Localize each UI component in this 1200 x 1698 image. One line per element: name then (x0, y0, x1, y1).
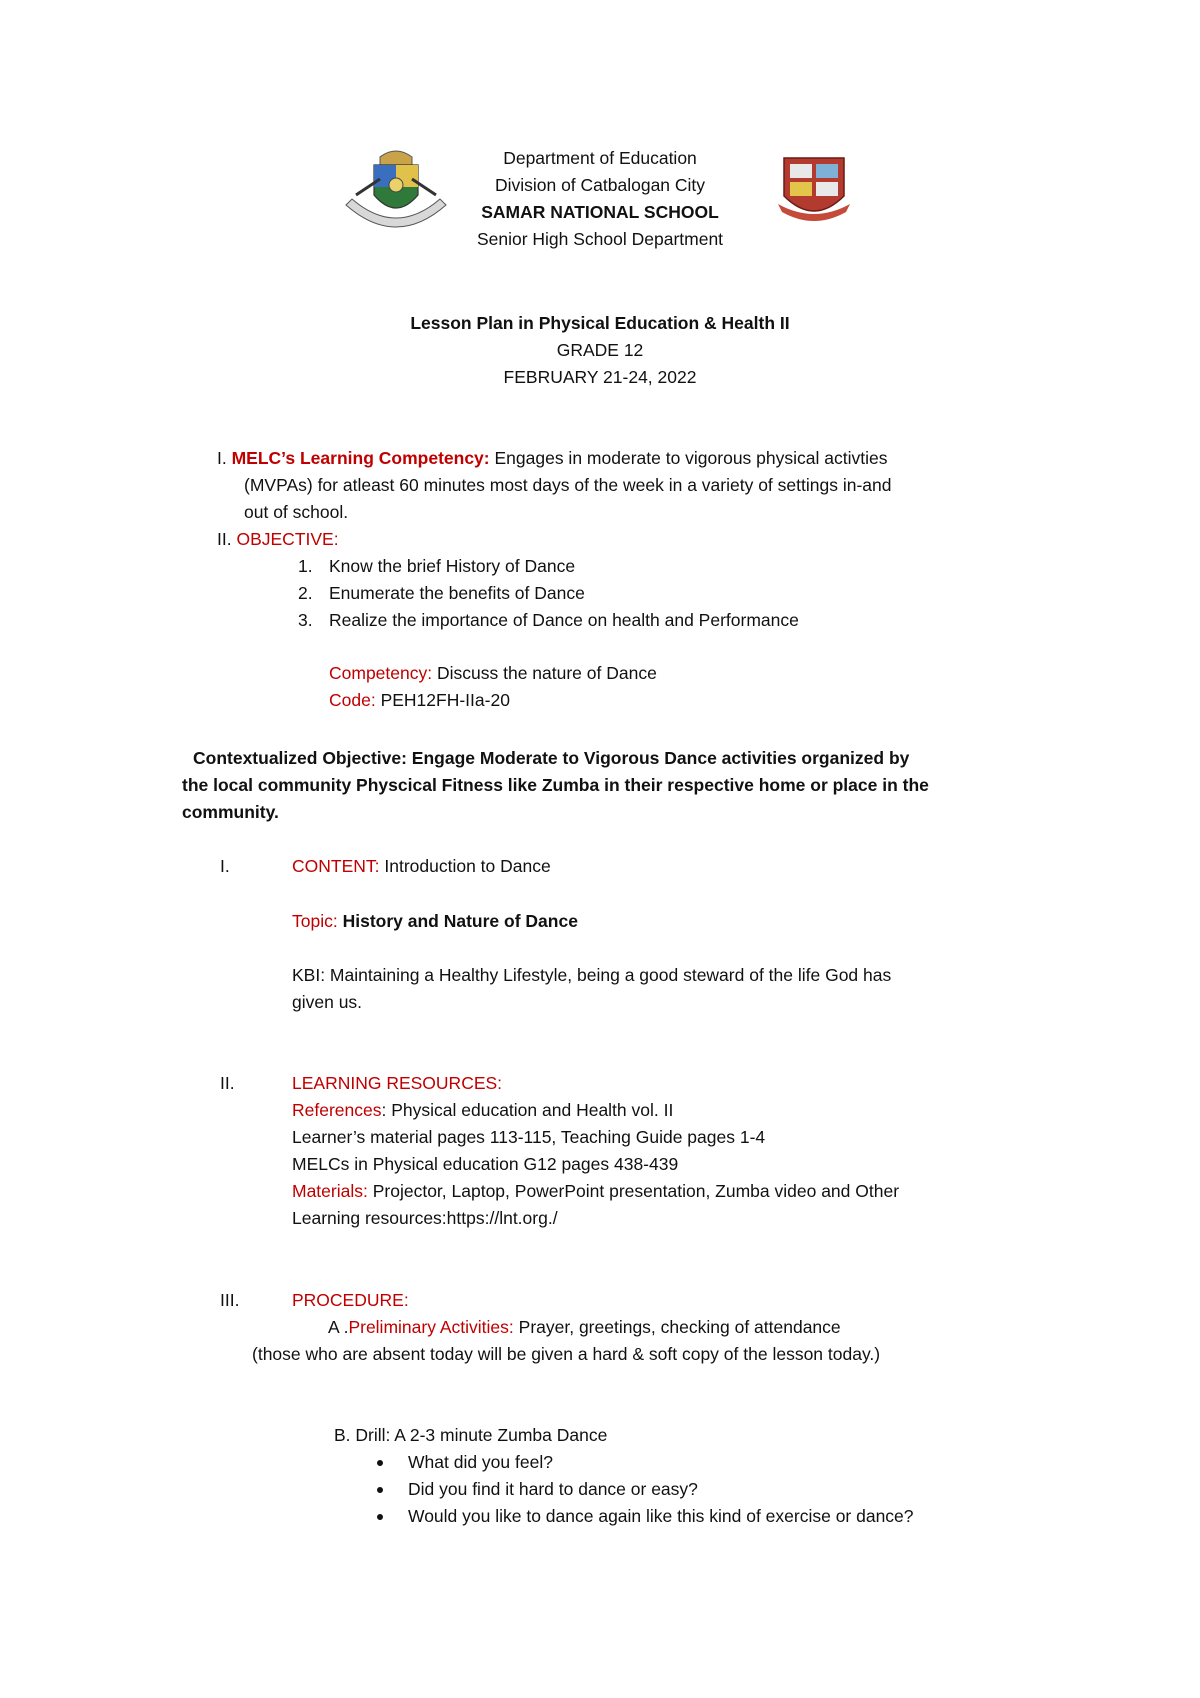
preliminary-activities-note: (those who are absent today will be given a hard & soft copy of the lesson today.) (252, 1344, 881, 1364)
preliminary-activities-line: A .Preliminary Activities: Prayer, greetings, checking of attendance (328, 1317, 841, 1337)
topic-label: Topic: (292, 911, 338, 931)
contextualized-objective-line3: community. (182, 802, 279, 822)
drill-question-3: Would you like to dance again like this kind of exercise or dance? (408, 1506, 914, 1526)
code-text: PEH12FH-IIa-20 (380, 690, 510, 710)
content-line (292, 853, 551, 880)
melc-text: Engages in moderate to vigorous physical activties (494, 448, 888, 468)
melcs-pages-line: MELCs in Physical education G12 pages 438-439 (292, 1154, 679, 1174)
procedure-num: III. (220, 1290, 240, 1310)
preliminary-activities-label: Preliminary Activities: (348, 1317, 514, 1337)
objective-label: OBJECTIVE: (236, 529, 339, 549)
kbi-line2: given us. (292, 992, 363, 1012)
bullet-icon (377, 1487, 383, 1493)
references-text: : Physical education and Health vol. II (381, 1100, 674, 1120)
content-label: CONTENT: (292, 856, 380, 876)
melc-section: I. MELC’s Learning Competency: Engages in moderate to vigorous physical activties (217, 448, 888, 468)
procedure-label: PROCEDURE: (292, 1290, 409, 1310)
bullet-icon (377, 1514, 383, 1520)
contextualized-objective-line2: the local community Physcical Fitness like Zumba in their respective home or place in the (182, 775, 929, 795)
lesson-date: FEBRUARY 21-24, 2022 (503, 367, 697, 387)
objective-item-1: Know the brief History of Dance (329, 556, 576, 576)
drill-question-2: Did you find it hard to dance or easy? (408, 1479, 698, 1499)
competency-line (329, 660, 657, 687)
learners-material-line: Learner’s material pages 113-115, Teaching Guide pages 1-4 (292, 1127, 766, 1147)
references-label: References (292, 1100, 382, 1120)
drill-question-1: What did you feel? (408, 1452, 553, 1472)
resources-num: II. (220, 1073, 235, 1093)
lesson-plan-title: Lesson Plan in Physical Education & Health II (410, 313, 790, 333)
header-division: Division of Catbalogan City (494, 175, 706, 195)
preliminary-activities-text: Prayer, greetings, checking of attendance (518, 1317, 841, 1337)
competency-label: Competency: (329, 663, 433, 683)
materials-text: Projector, Laptop, PowerPoint presentation, Zumba video and Other (372, 1181, 900, 1201)
objective-item-2-num: 2. (298, 583, 313, 603)
learning-resources-url: Learning resources:https://lnt.org./ (292, 1208, 558, 1228)
code-label: Code: (329, 690, 376, 710)
objective-heading: II. OBJECTIVE: (217, 529, 339, 549)
topic-text: History and Nature of Dance (342, 911, 578, 931)
objective-item-2: Enumerate the benefits of Dance (329, 583, 585, 603)
objective-item-3-num: 3. (298, 610, 313, 630)
content-text: Introduction to Dance (384, 856, 551, 876)
resources-label: LEARNING RESOURCES: (292, 1073, 503, 1093)
header-school-name: SAMAR NATIONAL SCHOOL (481, 202, 719, 222)
header-department: Department of Education (503, 148, 697, 168)
materials-line (292, 1178, 899, 1205)
bullet-icon (377, 1460, 383, 1466)
melc-text-line2: (MVPAs) for atleast 60 minutes most days of the week in a variety of settings in-and (244, 475, 892, 495)
contextualized-objective-line1: Contextualized Objective: Engage Moderate to Vigorous Dance activities organized by (193, 748, 910, 768)
topic-line (292, 908, 578, 935)
materials-label: Materials: (292, 1181, 368, 1201)
code-line (329, 687, 510, 714)
objective-item-3: Realize the importance of Dance on health and Performance (329, 610, 799, 630)
grade-level: GRADE 12 (556, 340, 644, 360)
references-line (292, 1097, 673, 1124)
melc-text-line3: out of school. (244, 502, 349, 522)
competency-text: Discuss the nature of Dance (436, 663, 657, 683)
header-department-unit: Senior High School Department (476, 229, 724, 249)
objective-item-1-num: 1. (298, 556, 313, 576)
kbi-line1: KBI: Maintaining a Healthy Lifestyle, being a good steward of the life God has (292, 965, 892, 985)
drill-line: B. Drill: A 2-3 minute Zumba Dance (334, 1425, 608, 1445)
melc-label: MELC’s Learning Competency: (231, 448, 490, 468)
content-num: I. (220, 856, 230, 876)
